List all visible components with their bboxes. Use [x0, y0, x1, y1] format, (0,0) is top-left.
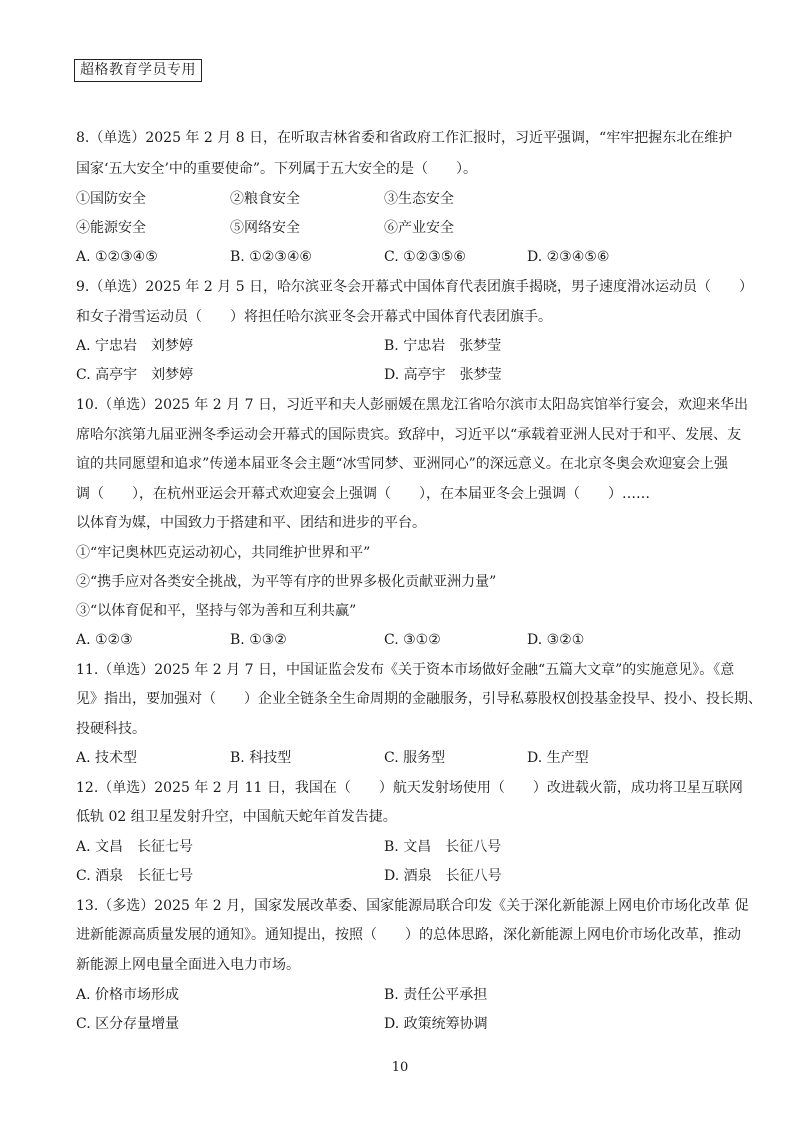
question-11-option-a: A. 技术型 [76, 750, 138, 766]
question-13-option-a: A. 价格市场形成 [76, 987, 180, 1003]
question-8-option-c: C. ①②③⑤⑥ [384, 249, 466, 265]
question-10-stem-2 [76, 426, 742, 444]
question-8-item: ②粮食安全 [230, 191, 300, 207]
question-12-line-1: 12.（单选）2025 年 2 月 11 日，我国在（ ）航天发射场使用（ ）改进载火箭，成功将卫星互联网 [76, 780, 743, 796]
question-13-stem-3 [76, 956, 728, 974]
question-10-option-c: C. ③①② [384, 632, 441, 648]
question-10-item: ③“以体育促和平，坚持与邻为善和互利共赢” [76, 603, 357, 619]
question-8-item: ①国防安全 [76, 191, 146, 207]
question-10-option-b: B. ①③② [230, 632, 287, 648]
question-13-stem [76, 897, 749, 915]
question-11-stem-2 [76, 690, 762, 708]
question-10-line-4: 调（ ），在杭州亚运会开幕式欢迎宴会上强调（ ），在本届亚冬会上强调（ ）…… [76, 486, 650, 502]
question-9-option-c: C. 高亭宇 刘梦婷 [76, 367, 194, 383]
question-12-option-a: A. 文昌 长征七号 [76, 839, 194, 855]
question-10-option-a: A. ①②③ [76, 632, 133, 648]
question-12-option-c: C. 酒泉 长征七号 [76, 868, 194, 884]
question-11-option-b: B. 科技型 [230, 750, 292, 766]
question-9-option-b: B. 宁忠岩 张梦莹 [384, 338, 502, 354]
question-11-stem [76, 661, 735, 679]
question-13-line-1: 13.（多选）2025 年 2 月，国家发展改革委、国家能源局联合印发《关于深化新能源上网电价市场化改革 促 [76, 898, 749, 914]
question-8-stem [76, 129, 733, 147]
question-12-option-b: B. 文昌 长征八号 [384, 839, 502, 855]
question-13-line-3: 新能源上网电量全面进入电力市场。 [76, 957, 300, 973]
question-12-option-d: D. 酒泉 长征八号 [384, 868, 502, 884]
question-12-stem-2 [76, 808, 728, 826]
question-11-option-c: C. 服务型 [384, 750, 446, 766]
question-10-line-5: 以体育为媒，中国致力于搭建和平、团结和进步的平台。 [76, 515, 426, 531]
question-8-option-d: D. ②③④⑤⑥ [527, 249, 610, 265]
page-number: 10 [391, 1060, 409, 1075]
question-9-line-2: 和女子滑雪运动员（ ）将担任哈尔滨亚冬会开幕式中国体育代表团旗手。 [76, 309, 552, 325]
question-9-stem-cont [76, 308, 728, 326]
question-13-option-b: B. 责任公平承担 [384, 987, 488, 1003]
question-8-line-2: 国家‘五大安全’中的重要使命”。下列属于五大安全的是（ ）。 [76, 161, 478, 177]
question-8-item: ③生态安全 [384, 191, 454, 207]
question-13-stem-2 [76, 926, 741, 944]
question-8-line-1: 8.（单选）2025 年 2 月 8 日，在听取吉林省委和省政府工作汇报时，习近平强调，“牢牢把握东北在维护 [76, 130, 733, 146]
question-8-item: ⑥产业安全 [384, 220, 454, 236]
question-12-stem [76, 779, 743, 797]
question-10-option-d: D. ③②① [527, 632, 585, 648]
question-10-item: ①“牢记奥林匹克运动初心，共同维护世界和平” [76, 545, 371, 561]
question-10-stem-4 [76, 485, 728, 503]
header-label: 超格教育学员专用 [74, 59, 202, 82]
question-10-line-3: 谊的共同愿望和追求”传递本届亚冬会主题“冰雪同梦、亚洲同心”的深远意义。在北京冬奥会欢迎宴会上强 [76, 456, 728, 472]
question-11-line-2: 见》指出，要加强对（ ）企业全链条全生命周期的金融服务，引导私募股权创投基金投早、投小、投长期、 [76, 691, 762, 707]
question-13-line-2: 进新能源高质量发展的通知》。通知提出，按照（ ）的总体思路，深化新能源上网电价市场化改革，推动 [76, 927, 741, 943]
question-9-option-d: D. 高亭宇 张梦莹 [384, 367, 502, 383]
question-9-option-a: A. 宁忠岩 刘梦婷 [76, 338, 194, 354]
question-13-option-d: D. 政策统筹协调 [384, 1016, 488, 1032]
question-8-item: ④能源安全 [76, 220, 146, 236]
question-10-item: ②“携手应对各类安全挑战，为平等有序的世界多极化贡献亚洲力量” [76, 574, 497, 590]
question-12-line-2: 低轨 02 组卫星发射升空，中国航天蛇年首发告捷。 [76, 809, 397, 825]
question-10-line-2: 席哈尔滨第九届亚洲冬季运动会开幕式的国际贵宾。致辞中，习近平以“承载着亚洲人民对于和平、发展、友 [76, 427, 742, 443]
question-8-option-a: A. ①②③④⑤ [76, 249, 158, 265]
question-10-stem-5 [76, 514, 728, 532]
question-11-stem-3 [76, 720, 728, 738]
question-13-option-c: C. 区分存量增量 [76, 1016, 180, 1032]
question-8-option-b: B. ①②③④⑥ [230, 249, 312, 265]
question-8-stem-cont [76, 160, 728, 178]
question-11-option-d: D. 生产型 [527, 750, 589, 766]
question-10-stem [76, 396, 748, 414]
question-9-stem [76, 278, 754, 296]
question-11-line-3: 投硬科技。 [76, 721, 146, 737]
question-10-stem-3 [76, 455, 728, 473]
question-8-item: ⑤网络安全 [230, 220, 300, 236]
question-10-line-1: 10.（单选）2025 年 2 月 7 日，习近平和夫人彭丽媛在黑龙江省哈尔滨市太阳岛宾馆举行宴会，欢迎来华出 [76, 397, 748, 413]
question-9-line-1: 9.（单选）2025 年 2 月 5 日，哈尔滨亚冬会开幕式中国体育代表团旗手揭晓，男子速度滑冰运动员（ ） [76, 279, 754, 295]
question-11-line-1: 11.（单选）2025 年 2 月 7 日，中国证监会发布《关于资本市场做好金融“五篇大文章”的实施意见》。《意 [76, 662, 735, 678]
